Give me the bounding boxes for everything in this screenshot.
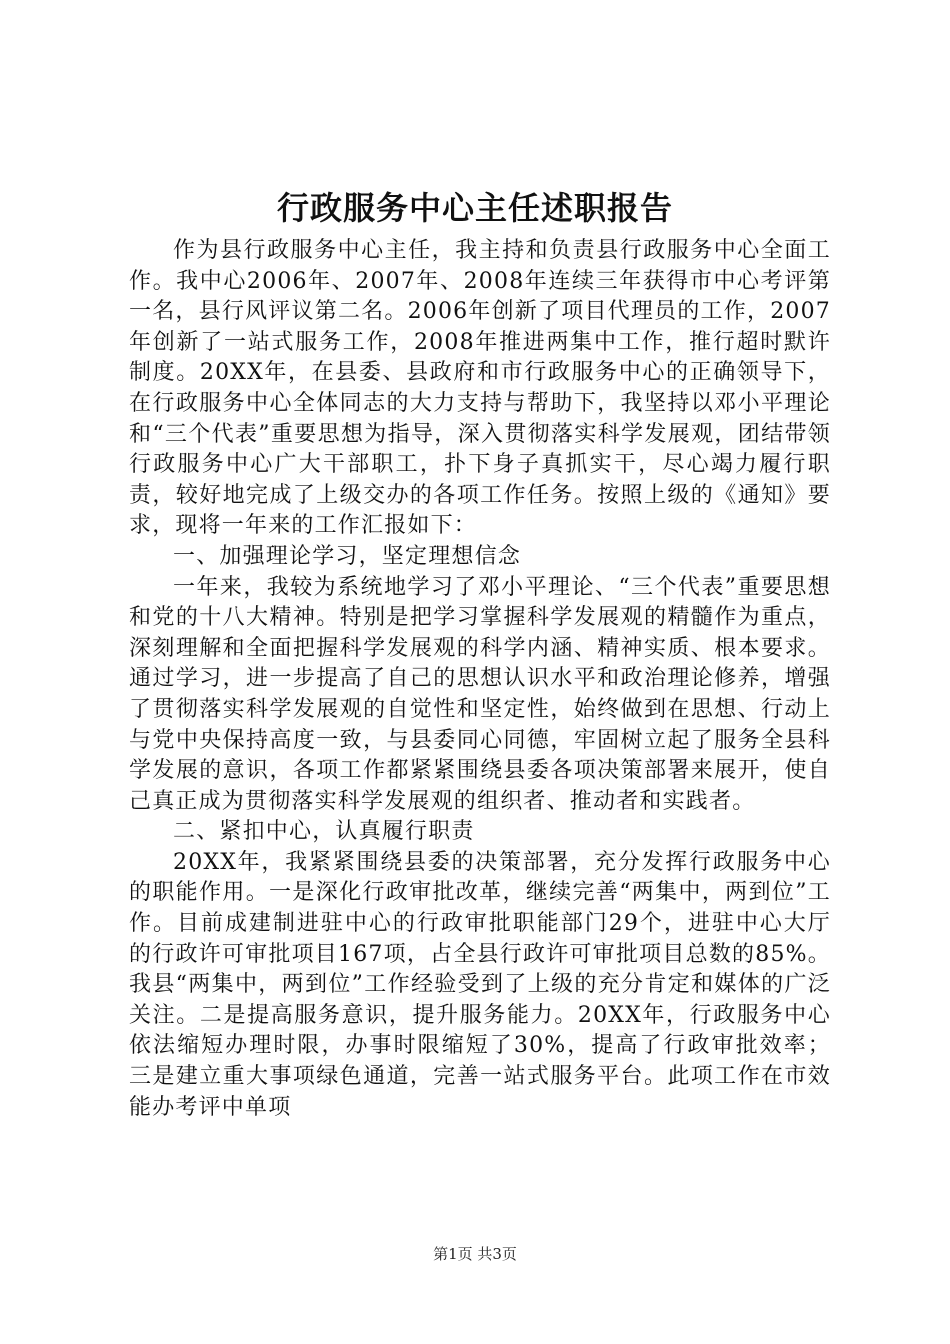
section-heading-1: 一、加强理论学习，坚定理想信念	[173, 543, 522, 569]
section-heading-2: 二、紧扣中心，认真履行职责	[173, 819, 475, 845]
document-title: 行政服务中心主任述职报告	[276, 189, 673, 227]
document-body	[129, 236, 831, 1123]
section-2-paragraph: 20XX年，我紧紧围绕县委的决策部署，充分发挥行政服务中心的职能作用。一是深化行政审批改革，继续完善“两集中，两到位”工作。目前成建制进驻中心的行政审批职能部门29个，进驻中心大厅的行政许可审批项目167项，占全县行政许可审批项目总数的85%。我县“两集中，两到位”工作经验受到了上级的充分肯定和媒体的广泛关注。二是提高服务意识，提升服务能力。20XX年，行政服务中心依法缩短办理时限，办事时限缩短了30%，提高了行政审批效率；三是建立重大事项绿色通道，完善一站式服务平台。此项工作在市效能办考评中单项	[129, 849, 831, 1120]
page-footer: 第1页 共3页	[433, 1245, 517, 1263]
section-1-paragraph: 一年来，我较为系统地学习了邓小平理论、“三个代表”重要思想和党的十八大精神。特别是把学习掌握科学发展观的精髓作为重点，深刻理解和全面把握科学发展观的科学内涵、精神实质、根本要求。通过学习，进一步提高了自己的思想认识水平和政治理论修养，增强了贯彻落实科学发展观的自觉性和坚定性，始终做到在思想、行动上与党中央保持高度一致，与县委同心同德，牢固树立起了服务全县科学发展的意识，各项工作都紧紧围绕县委各项决策部署来展开，使自己真正成为贯彻落实科学发展观的组织者、推动者和实践者。	[129, 574, 831, 814]
intro-paragraph: 作为县行政服务中心主任，我主持和负责县行政服务中心全面工作。我中心2006年、2007年、2008年连续三年获得市中心考评第一名，县行风评议第二名。2006年创新了项目代理员的工作，2007年创新了一站式服务工作，2008年推进两集中工作，推行超时默许制度。20XX年，在县委、县政府和市行政服务中心的正确领导下，在行政服务中心全体同志的大力支持与帮助下，我坚持以邓小平理论和“三个代表”重要思想为指导，深入贯彻落实科学发展观，团结带领行政服务中心广大干部职工，扑下身子真抓实干，尽心竭力履行职责，较好地完成了上级交办的各项工作任务。按照上级的《通知》要求，现将一年来的工作汇报如下：	[129, 238, 831, 539]
